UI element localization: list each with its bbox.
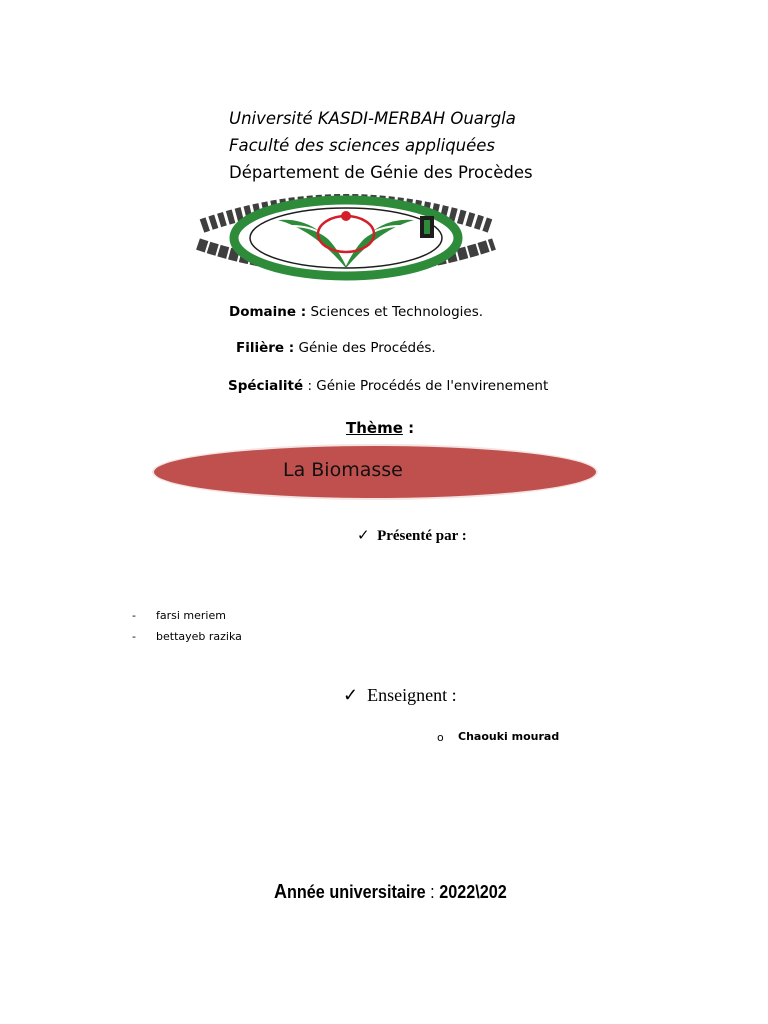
teacher-label: Enseignent :	[367, 685, 457, 705]
theme-label: Thème	[346, 419, 403, 437]
faculty-name: Faculté des sciences appliquées	[229, 136, 496, 155]
specialite-line	[228, 378, 548, 394]
checkmark-icon: ✓	[357, 528, 370, 544]
teacher-heading	[343, 685, 457, 706]
author-item	[132, 630, 136, 643]
filiere-line	[236, 340, 436, 356]
year-first-letter: A	[274, 881, 288, 903]
presented-by-label: Présenté par :	[377, 528, 467, 544]
university-name: Université KASDI-MERBAH Ouargla	[229, 109, 516, 128]
theme-title: La Biomasse	[283, 459, 403, 481]
domaine-label: Domaine :	[229, 304, 307, 320]
academic-year	[274, 881, 507, 904]
checkmark-icon: ✓	[343, 685, 359, 705]
university-logo	[182, 186, 510, 286]
year-value: 2022\202	[439, 882, 507, 902]
circle-bullet-icon: o	[437, 731, 444, 744]
domaine-line	[229, 304, 483, 320]
teacher-name: Chaouki mourad	[458, 730, 560, 743]
dash-bullet-icon: -	[132, 630, 136, 643]
author-name: farsi meriem	[156, 609, 226, 622]
specialite-label: Spécialité	[228, 378, 304, 394]
filiere-value: Génie des Procédés.	[298, 340, 436, 356]
filiere-label: Filière :	[236, 340, 295, 356]
presented-by-heading	[357, 526, 467, 545]
theme-colon: :	[402, 419, 415, 437]
author-name: bettayeb razika	[156, 630, 242, 643]
author-item	[132, 609, 136, 622]
domaine-value: Sciences et Technologies.	[310, 304, 484, 320]
dash-bullet-icon: -	[132, 609, 136, 622]
specialite-value: : Génie Procédés de l'envirenement	[307, 378, 549, 394]
year-colon: :	[425, 882, 440, 902]
theme-heading	[346, 419, 414, 437]
department-name: Département de Génie des Procèdes	[229, 163, 533, 182]
year-label: nnée universitaire	[287, 882, 426, 902]
